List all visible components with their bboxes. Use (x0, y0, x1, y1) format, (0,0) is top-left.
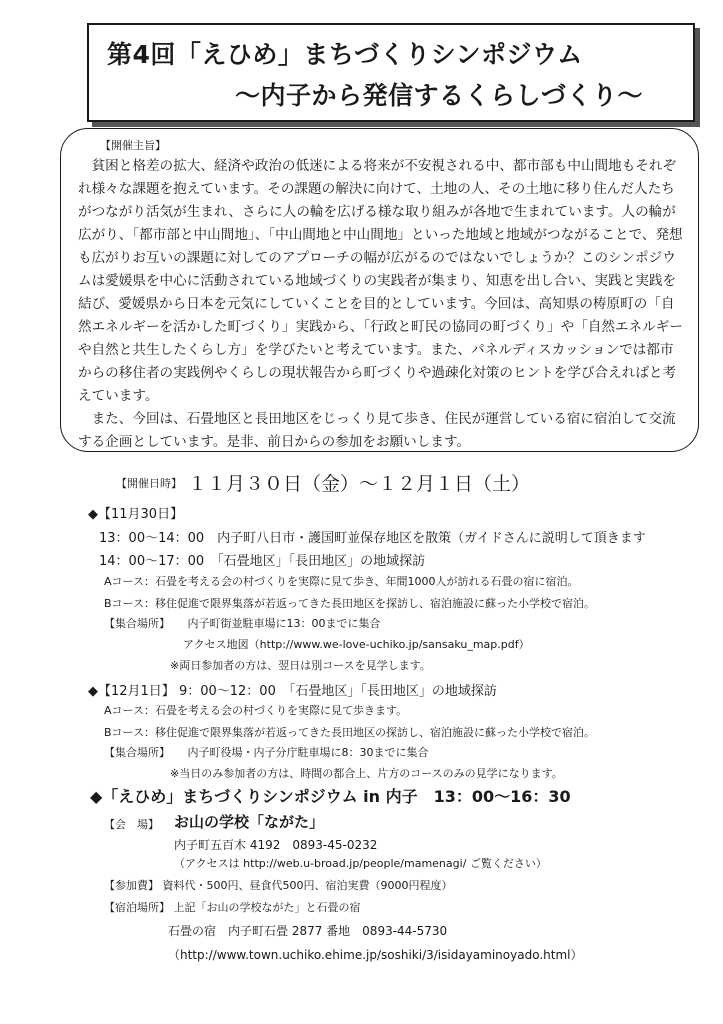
purpose-text (78, 155, 684, 454)
purpose-box (60, 128, 699, 452)
day1-slot-1: 13：00〜14：00 内子町八日市・護国町並保存地区を散策（ガイドさんに説明して頂きます (99, 531, 646, 546)
day1-slot-2: 14：00〜17：00 「石畳地区」「長田地区」の地域探訪 (99, 554, 426, 569)
purpose-paragraph-1: 貧困と格差の拡大、経済や政治の低迷による将来が不安視される中、都市部も中山間地もそれぞれ様々な課題を抱えています。その課題の解決に向けて、土地の人、その土地に移り住んだ人たちがつながり活気が生まれ、さらに人の輪を広げる様な取り組みが各地で生まれています。人の輪が広がり、「都市部と中山間地」、「中山間地と中山間地」といった地域と地域がつながることで、発想も広がりお互いの課題に対してのアプローチの幅が広がるのではないでしょうか？このシンポジウムは愛媛県を中心に活動されている地域づくりの実践者が集まり、知恵を出し合い、実践と実践を結び、愛媛県から日本を元気にしていくことを目的としています。今回は、高知県の梼原町の「自然エネルギーを活かした町づくり」実践から、「行政と町民の協同の町づくり」や「自然エネルギーや自然と共生したくらし方」を学びたいと考えています。また、パネルディスカッションでは都市からの移住者の実践例やくらしの現状報告から町づくりや過疎化対策のヒントを学び合えればと考えています。 (78, 158, 683, 404)
event-date (116, 469, 530, 496)
day1-note: ※両日参加者の方は、翌日は別コースを見学します。 (170, 659, 431, 672)
day1-header: ◆【11月30日】 (88, 507, 184, 522)
day1-meeting-label: 【集合場所】 (104, 617, 170, 630)
lodging-inn: 石畳の宿 内子町石畳 2877 番地 0893-44-5730 (168, 924, 448, 938)
fee-row (104, 877, 452, 893)
day2-header: ◆【12月1日】 9：00〜12：00 「石畳地区」「長田地区」の地域探訪 (88, 684, 497, 699)
symposium-header: ◆「えひめ」まちづくりシンポジウム in 内子 13：00〜16：30 (90, 787, 571, 806)
title-line-1: 第4回「えひめ」まちづくりシンポジウム (107, 40, 583, 69)
lodging-label: 【宿泊場所】 (104, 901, 170, 914)
day1-course-a: Aコース：石畳を考える会の村づくりを実際に見て歩き、年間1000人が訪れる石畳の宿に宿泊。 (104, 575, 579, 588)
fee-text: 資料代・500円、昼食代500円、宿泊実費（9000円程度） (162, 879, 453, 892)
day1-meeting-text: 内子町街並駐車場に13：00までに集合 (187, 617, 381, 630)
lodging-row (104, 899, 361, 915)
title-line-2: 〜内子から発信するくらしづくり〜 (235, 81, 644, 110)
day2-course-a: Aコース：石畳を考える会の村づくりを実際に見て歩きます。 (104, 704, 408, 717)
day2-note: ※当日のみ参加者の方は、時間の都合上、片方のコースのみの見学になります。 (170, 767, 563, 780)
day2-meeting-text: 内子町役場・内子分庁駐車場に8：30までに集合 (187, 746, 429, 759)
purpose-label: 【開催主旨】 (100, 139, 166, 152)
date-label: 【開催日時】 (116, 477, 182, 490)
lodging-text: 上記「お山の学校ながた」と石畳の宿 (173, 901, 361, 914)
purpose-paragraph-2: また、今回は、石畳地区と長田地区をじっくり見て歩き、住民が運営している宿に宿泊して交流する企画としています。是非、前日からの参加をお願いします。 (78, 411, 676, 450)
venue-address: 内子町五百木 4192 0893-45-0232 (174, 838, 378, 852)
fee-label: 【参加費】 (104, 879, 159, 892)
venue-name: お山の学校「ながた」 (174, 813, 325, 831)
lodging-url-link[interactable]: （http://www.town.uchiko.ehime.jp/soshiki/3/isidayaminoyado.html） (168, 948, 583, 962)
day2-meeting-place (104, 744, 429, 760)
date-text: １１月３０日（金）〜１２月１日（土） (188, 473, 531, 495)
day1-access-link[interactable]: アクセス地図（http://www.we-love-uchiko.jp/sansaku_map.pdf） (183, 638, 530, 651)
day2-course-b: Bコース：移住促進で限界集落が若返ってきた長田地区の探訪し、宿泊施設に蘇った小学校で宿泊。 (104, 726, 595, 739)
venue-label: 【会 場】 (104, 818, 159, 831)
title-box (87, 23, 695, 122)
day1-course-b: Bコース：移住促進で限界集落が若返ってきた長田地区を探訪し、宿泊施設に蘇った小学校で宿泊。 (104, 597, 595, 610)
venue-access-link[interactable]: （アクセスは http://web.u-broad.jp/people/mamenagi/ ご覧ください） (174, 857, 547, 870)
day1-meeting-place (104, 615, 381, 631)
day2-meeting-label: 【集合場所】 (104, 746, 170, 759)
